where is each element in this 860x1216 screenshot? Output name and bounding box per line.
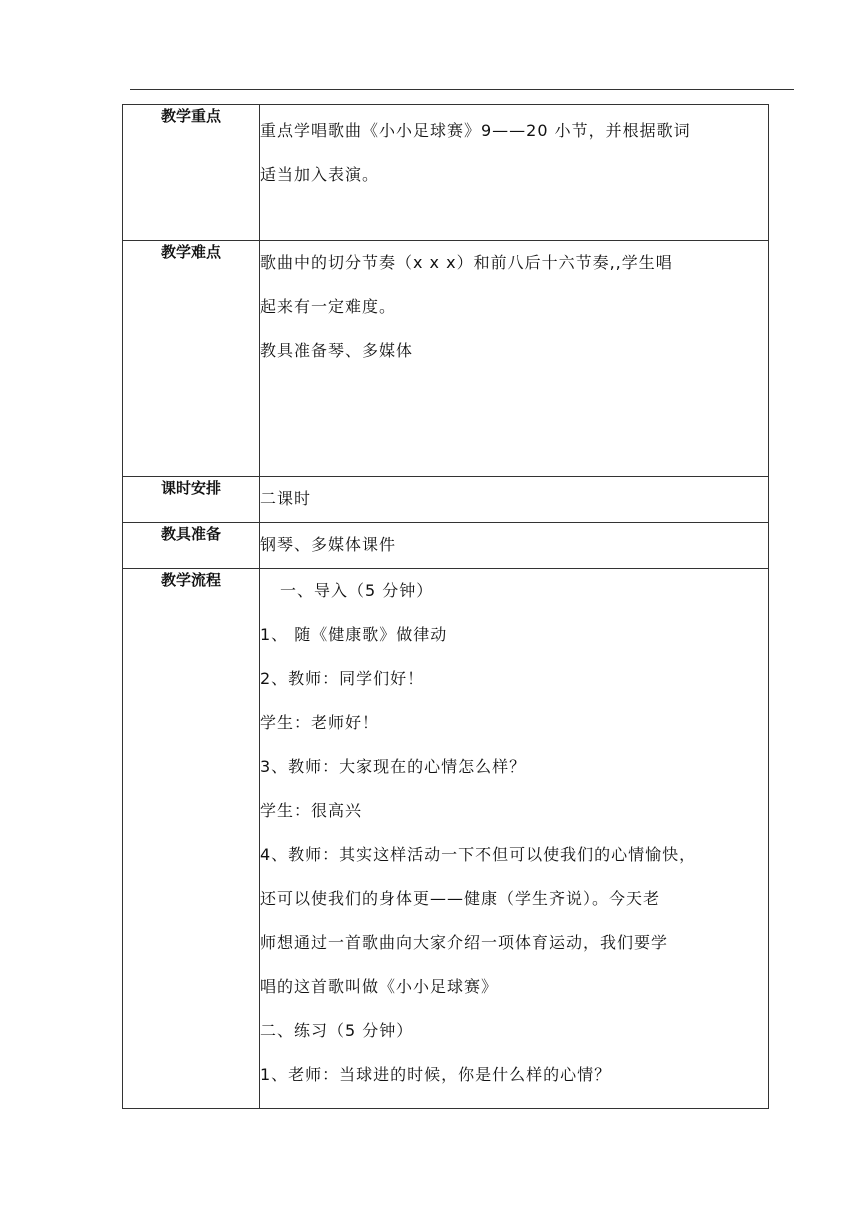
process-line: 一、导入（5 分钟）: [280, 581, 434, 600]
row-class-period: [123, 477, 769, 523]
process-line: 学生：很高兴: [260, 801, 363, 820]
focus-line: 重点学唱歌曲《小小足球赛》9——20 小节，并根据歌词: [260, 121, 691, 140]
header-rule: [130, 89, 794, 90]
difficulty-line: 起来有一定难度。: [260, 297, 397, 316]
process-line: 2、教师：同学们好！: [260, 669, 425, 688]
row-teaching-focus: [123, 105, 769, 241]
label-teaching-process: 教学流程: [160, 571, 221, 589]
label-teaching-focus: 教学重点: [123, 105, 260, 241]
content-teaching-difficulty: [260, 241, 769, 477]
process-line: 二、练习（5 分钟）: [260, 1021, 414, 1040]
content-teaching-process: [260, 569, 769, 1109]
difficulty-line: 歌曲中的切分节奏（x x x）和前八后十六节奏,,学生唱: [260, 253, 673, 272]
label-teaching-tools: 教具准备: [123, 523, 260, 569]
process-line: 师想通过一首歌曲向大家介绍一项体育运动，我们要学: [260, 933, 669, 952]
process-line: 4、教师：其实这样活动一下不但可以使我们的心情愉快，: [260, 845, 697, 864]
row-teaching-process: [123, 569, 769, 1109]
content-teaching-tools: 钢琴、多媒体课件: [260, 523, 769, 569]
process-line: 3、教师：大家现在的心情怎么样？: [260, 757, 527, 776]
process-line: 唱的这首歌叫做《小小足球赛》: [260, 977, 499, 996]
lesson-plan-table: [122, 104, 769, 1109]
content-teaching-focus: [260, 105, 769, 241]
content-class-period: 二课时: [260, 477, 769, 523]
label-teaching-difficulty: 教学难点: [123, 241, 260, 477]
process-line: 还可以使我们的身体更——健康（学生齐说）。今天老: [260, 889, 661, 908]
label-teaching-process-cell: [123, 569, 260, 1109]
difficulty-line: 教具准备琴、多媒体: [260, 341, 414, 360]
focus-line: 适当加入表演。: [260, 165, 380, 184]
process-line: 1、 随《健康歌》做律动: [260, 625, 448, 644]
row-teaching-difficulty: [123, 241, 769, 477]
row-teaching-tools: [123, 523, 769, 569]
label-class-period: 课时安排: [123, 477, 260, 523]
process-line: 学生：老师好！: [260, 713, 380, 732]
process-line: 1、老师：当球进的时候，你是什么样的心情？: [260, 1065, 612, 1084]
